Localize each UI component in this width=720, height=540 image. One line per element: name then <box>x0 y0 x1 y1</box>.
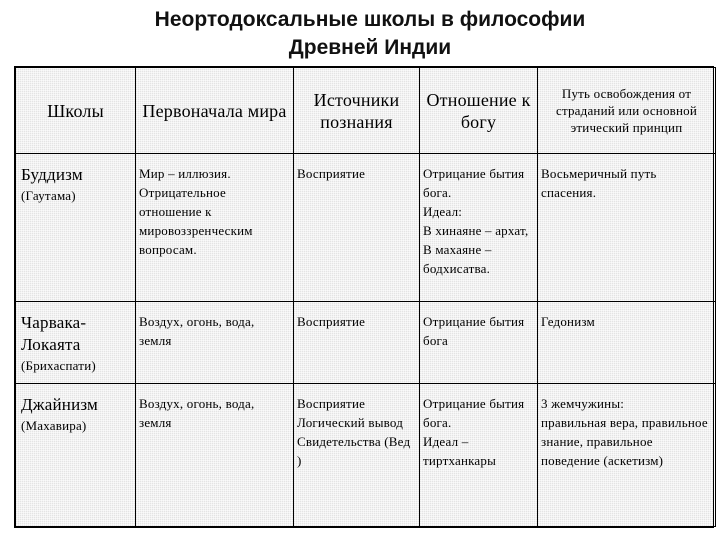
school-name: Джайнизм <box>21 395 99 414</box>
header-schools: Школы <box>16 68 136 154</box>
table-row <box>16 384 716 527</box>
table-row <box>16 302 716 384</box>
sources-cell <box>294 384 420 527</box>
school-cell <box>16 384 136 527</box>
sources-text: Восприятие Логический вывод Свидетельства (Вед ) <box>297 396 411 468</box>
school-founder: (Махавира) <box>21 418 87 433</box>
school-cell <box>16 154 136 302</box>
principles-text: Воздух, огонь, вода, земля <box>139 314 255 348</box>
sources-cell <box>294 154 420 302</box>
school-name: Буддизм <box>21 165 83 184</box>
school-founder: (Брихаспати) <box>21 358 96 373</box>
path-cell <box>538 384 716 527</box>
god-cell <box>420 302 538 384</box>
title-line-1: Неортодоксальные школы в философии <box>154 8 586 31</box>
header-path: Путь освобождения от страданий или основной этический принцип <box>538 68 716 154</box>
god-text: Отрицание бытия бога. Идеал – тиртханкары <box>423 396 525 468</box>
god-cell <box>420 384 538 527</box>
principles-cell <box>136 302 294 384</box>
god-text: Отрицание бытия бога <box>423 314 525 348</box>
principles-text: Воздух, огонь, вода, земля <box>139 396 255 430</box>
sources-text: Восприятие <box>297 166 366 181</box>
path-text: 3 жемчужины: правильная вера, правильное знание, правильное поведение (аскетизм) <box>541 396 708 468</box>
principles-cell <box>136 154 294 302</box>
path-cell <box>538 302 716 384</box>
table-row <box>16 154 716 302</box>
path-cell <box>538 154 716 302</box>
philosophy-table <box>14 66 714 528</box>
school-cell <box>16 302 136 384</box>
principles-cell <box>136 384 294 527</box>
school-founder: (Гаутама) <box>21 188 76 203</box>
header-sources: Источники познания <box>294 68 420 154</box>
sources-text: Восприятие <box>297 314 366 329</box>
path-text: Восьмеричный путь спасения. <box>541 166 657 200</box>
sources-cell <box>294 302 420 384</box>
god-cell <box>420 154 538 302</box>
header-god: Отношение к богу <box>420 68 538 154</box>
god-text: Отрицание бытия бога. Идеал: В хинаяне – архат, В махаяне – бодхисатва. <box>423 166 529 276</box>
school-name: Чарвака-Локаята <box>21 313 87 354</box>
title-line-2: Древней Индии <box>288 36 452 59</box>
header-principles: Первоначала мира <box>136 68 294 154</box>
table-header-row <box>16 68 716 154</box>
page-title <box>0 6 720 62</box>
path-text: Гедонизм <box>541 314 595 329</box>
principles-text: Мир – иллюзия. Отрицательное отношение к мировоззренческим вопросам. <box>139 166 253 257</box>
